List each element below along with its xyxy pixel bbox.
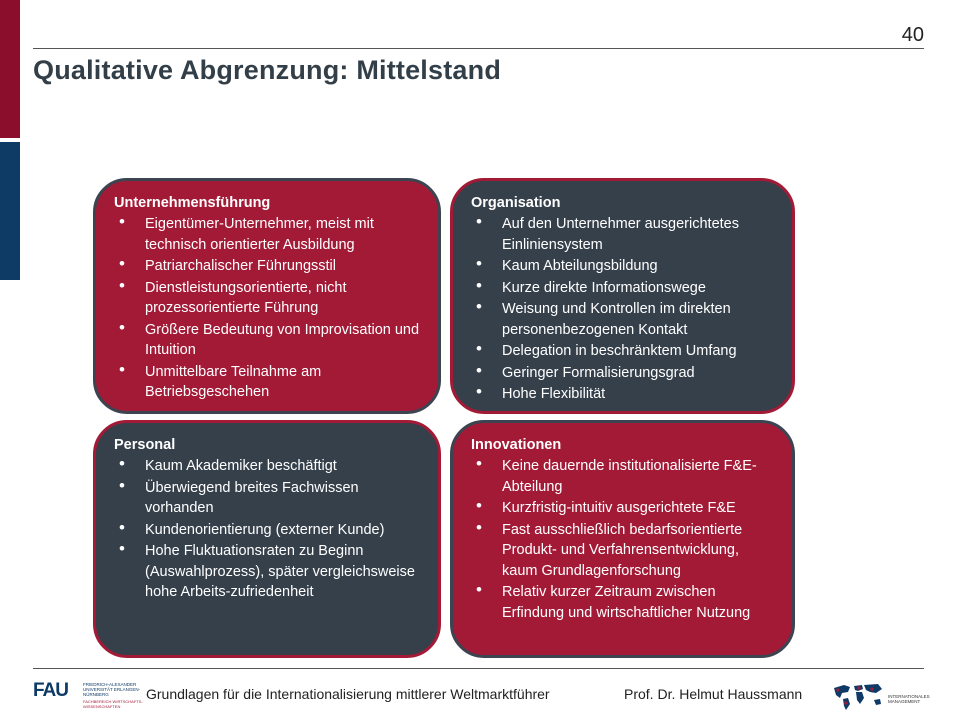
bullet-item: • Patriarchalischer Führungsstil [114,256,424,277]
bullet-item: • Geringer Formalisierungsgrad [471,363,778,384]
bullet-list [471,456,778,623]
bullet-item: • Relativ kurzer Zeitraum zwischen Erfindung und wirtschaftlicher Nutzung [471,582,778,623]
bullet-item: • Kundenorientierung (externer Kunde) [114,520,424,541]
slide-title: Qualitative Abgrenzung: Mittelstand [33,55,502,85]
bullet-item: • Kaum Abteilungsbildung [471,256,778,277]
box-innovationen [450,420,795,658]
fau-logo [33,680,148,710]
footer-course-title: Grundlagen für die Internationalisierung mittlerer Weltmarktführer [146,686,550,702]
bullet-item: • Auf den Unternehmer ausgerichtetes Einliniensystem [471,214,778,255]
bullet-item: • Fast ausschließlich bedarfsorientierte Produkt- und Verfahrensentwicklung, kaum Grundlagenforschung [471,520,778,582]
top-divider [33,48,924,49]
map-logo-text: INTERNATIONALES MANAGEMENT [888,694,930,704]
fau-logo-subtitle: FRIEDRICH-ALEXANDER UNIVERSITÄT ERLANGEN-NÜRNBERG [83,682,141,697]
box-heading: Innovationen [471,437,562,453]
bullet-item: • Dienstleistungsorientierte, nicht prozessorientierte Führung [114,278,424,319]
bullet-item: • Überwiegend breites Fachwissen vorhanden [114,478,424,519]
bullet-item: • Unmittelbare Teilnahme am Betriebsgeschehen [114,362,424,403]
bottom-divider [33,668,924,669]
bullet-item: • Größere Bedeutung von Improvisation und Intuition [114,320,424,361]
bullet-item: • Keine dauernde institutionalisierte F&E-Abteilung [471,456,778,497]
box-heading: Unternehmensführung [114,195,271,211]
world-map-icon [830,680,885,712]
footer-author: Prof. Dr. Helmut Haussmann [624,686,803,702]
accent-bar-blue [0,142,20,280]
bullet-item: • Eigentümer-Unternehmer, meist mit technisch orientierter Ausbildung [114,214,424,255]
bullet-list [471,214,778,405]
bullet-list [114,214,424,403]
bullet-item: • Kaum Akademiker beschäftigt [114,456,424,477]
box-unternehmensfuehrung [93,178,441,414]
bullet-item: • Weisung und Kontrollen im direkten personenbezogenen Kontakt [471,299,778,340]
bullet-item: • Hohe Fluktuationsraten zu Beginn (Auswahlprozess), später vergleichsweise hohe Arbeits-zufriedenheit [114,541,424,603]
bullet-item: • Delegation in beschränktem Umfang [471,341,778,362]
box-organisation [450,178,795,414]
fau-logo-faculty: FACHBEREICH WIRTSCHAFTS-WISSENSCHAFTEN [83,699,143,709]
bullet-item: • Kurzfristig-intuitiv ausgerichtete F&E [471,498,778,519]
bullet-item: • Hohe Flexibilität [471,384,778,405]
bullet-list [114,456,424,603]
fau-logo-mark: FAU [33,680,68,701]
accent-bar-red [0,0,20,138]
box-heading: Personal [114,437,176,453]
page-number: 40 [901,24,924,46]
bullet-item: • Kurze direkte Informationswege [471,278,778,299]
box-personal [93,420,441,658]
box-heading: Organisation [471,195,561,211]
